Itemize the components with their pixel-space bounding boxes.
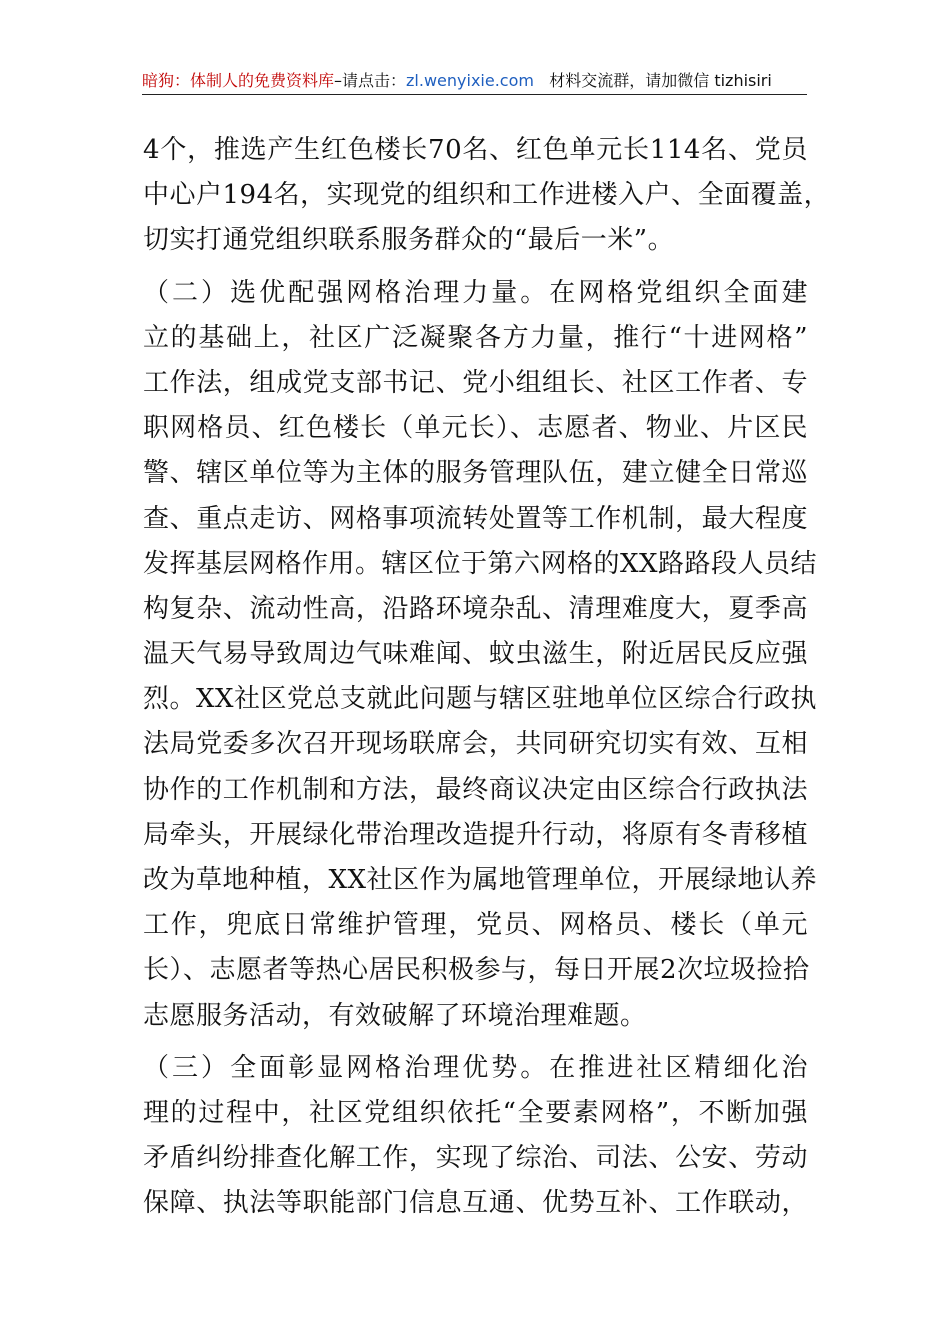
- text-line: 中心户194名，实现党的组织和工作进楼入户、全面覆盖，: [143, 180, 831, 211]
- document-body: [143, 128, 831, 1227]
- text-line: 工作法，组成党支部书记、党小组组长、社区工作者、专: [143, 367, 808, 398]
- text-line: 长）、志愿者等热心居民积极参与，每日开展2次垃圾捡拾: [143, 955, 810, 986]
- text-line: 局牵头，开展绿化带治理改造提升行动，将原有冬青移植: [143, 819, 808, 850]
- text-line: 矛盾纠纷排查化解工作，实现了综治、司法、公安、劳动: [143, 1143, 808, 1174]
- text-line: （三）全面彰显网格治理优势。在推进社区精细化治: [143, 1052, 808, 1083]
- header-click-prompt: –请点击：: [334, 71, 407, 90]
- text-line: 协作的工作机制和方法，最终商议决定由区综合行政执法: [143, 774, 808, 805]
- text-line: 立的基础上，社区广泛凝聚各方力量，推行“十进网格”: [143, 322, 808, 353]
- text-line: 发挥基层网格作用。辖区位于第六网格的XX路路段人员结: [143, 548, 818, 579]
- text-line: 志愿服务活动，有效破解了环境治理难题。: [143, 1000, 647, 1031]
- header-contact-info: 材料交流群，请加微信 tizhisiri: [549, 71, 772, 90]
- text-line: 温天气易导致周边气味难闻、蚊虫滋生，附近居民反应强: [143, 639, 808, 670]
- header-url-link[interactable]: zl.wenyixie.com: [406, 71, 534, 90]
- header-site-name: 暗狗：体制人的免费资料库: [142, 71, 335, 90]
- text-line: （二）选优配强网格治理力量。在网格党组织全面建: [143, 277, 808, 308]
- text-line: 改为草地种植，XX社区作为属地管理单位，开展绿地认养: [143, 865, 818, 895]
- text-line: 保障、执法等职能部门信息互通、优势互补、工作联动，: [143, 1188, 808, 1219]
- text-line: 4个，推选产生红色楼长70名、红色单元长114名、党员: [143, 135, 808, 165]
- text-line: 理的过程中，社区党组织依托“全要素网格”，不断加强: [143, 1097, 808, 1128]
- text-line: 警、辖区单位等为主体的服务管理队伍，建立健全日常巡: [143, 458, 808, 489]
- text-line: 工作，兜底日常维护管理，党员、网格员、楼长（单元: [143, 910, 808, 941]
- text-line: 构复杂、流动性高，沿路环境杂乱、清理难度大，夏季高: [143, 593, 808, 624]
- text-line: 职网格员、红色楼长（单元长）、志愿者、物业、片区民: [143, 413, 808, 444]
- text-line: 法局党委多次召开现场联席会，共同研究切实有效、互相: [143, 729, 808, 760]
- text-line: 查、重点走访、网格事项流转处置等工作机制，最大程度: [143, 503, 808, 534]
- header-divider: [142, 94, 807, 95]
- text-line: 切实打通党组织联系服务群众的“最后一米”。: [143, 225, 675, 256]
- page-header: [142, 68, 807, 94]
- text-line: 烈。XX社区党总支就此问题与辖区驻地单位区综合行政执: [143, 684, 818, 715]
